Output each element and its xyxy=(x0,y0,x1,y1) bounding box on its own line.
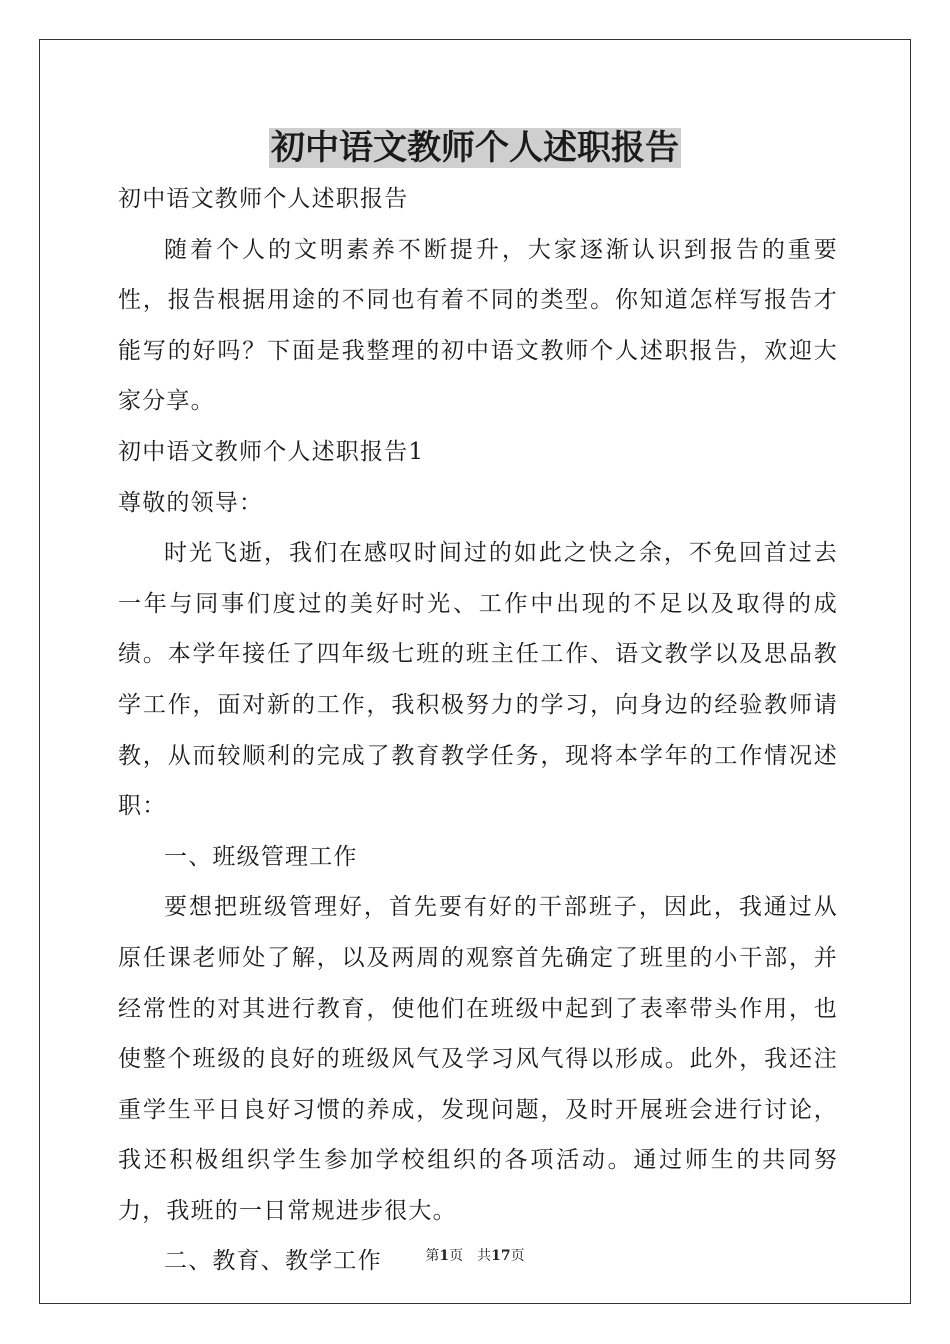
paragraph-subtitle: 初中语文教师个人述职报告 xyxy=(118,186,409,212)
page-footer xyxy=(0,1246,950,1266)
document-title-text: 初中语文教师个人述职报告 xyxy=(271,128,679,168)
page-mid: 页 共 xyxy=(449,1248,492,1264)
page-prefix: 第 xyxy=(425,1248,440,1264)
page-total-number: 17 xyxy=(491,1248,511,1264)
page-suffix: 页 xyxy=(510,1248,525,1264)
document-title xyxy=(0,124,950,172)
section-heading-teaching: 二、教育、教学工作 xyxy=(164,1248,382,1275)
paragraph-salutation: 尊敬的领导： xyxy=(118,489,264,516)
section-heading-class-management: 一、班级管理工作 xyxy=(164,843,358,870)
document-body xyxy=(118,174,838,1287)
paragraph-class-management: 要想把班级管理好，首先要有好的干部班子，因此，我通过从原任课老师处了解，以及两周的观察首先确定了班里的小干部，并经常性的对其进行教育，使他们在班级中起到了表率带头作用，也使整个班级的良好的班级风气及学习风气得以形成。此外，我还注重学生平日良好习惯的养成，发现问题，及时开展班会进行讨论，我还积极组织学生参加学校组织的各项活动。通过师生的共同努力，我班的一日常规进步很大。 xyxy=(118,894,838,1224)
page-current-number: 1 xyxy=(439,1248,450,1264)
paragraph-intro: 随着个人的文明素养不断提升，大家逐渐认识到报告的重要性，报告根据用途的不同也有着不同的类型。你知道怎样写报告才能写的好吗？下面是我整理的初中语文教师个人述职报告，欢迎大家分享。 xyxy=(118,236,838,415)
paragraph-report-heading: 初中语文教师个人述职报告1 xyxy=(118,438,425,465)
paragraph-opening: 时光飞逝，我们在感叹时间过的如此之快之余，不免回首过去一年与同事们度过的美好时光、工作中出现的不足以及取得的成绩。本学年接任了四年级七班的班主任工作、语文教学以及思品教学工作，面对新的工作，我积极努力的学习，向身边的经验教师请教，从而较顺利的完成了教育教学任务，现将本学年的工作情况述职： xyxy=(118,540,838,820)
